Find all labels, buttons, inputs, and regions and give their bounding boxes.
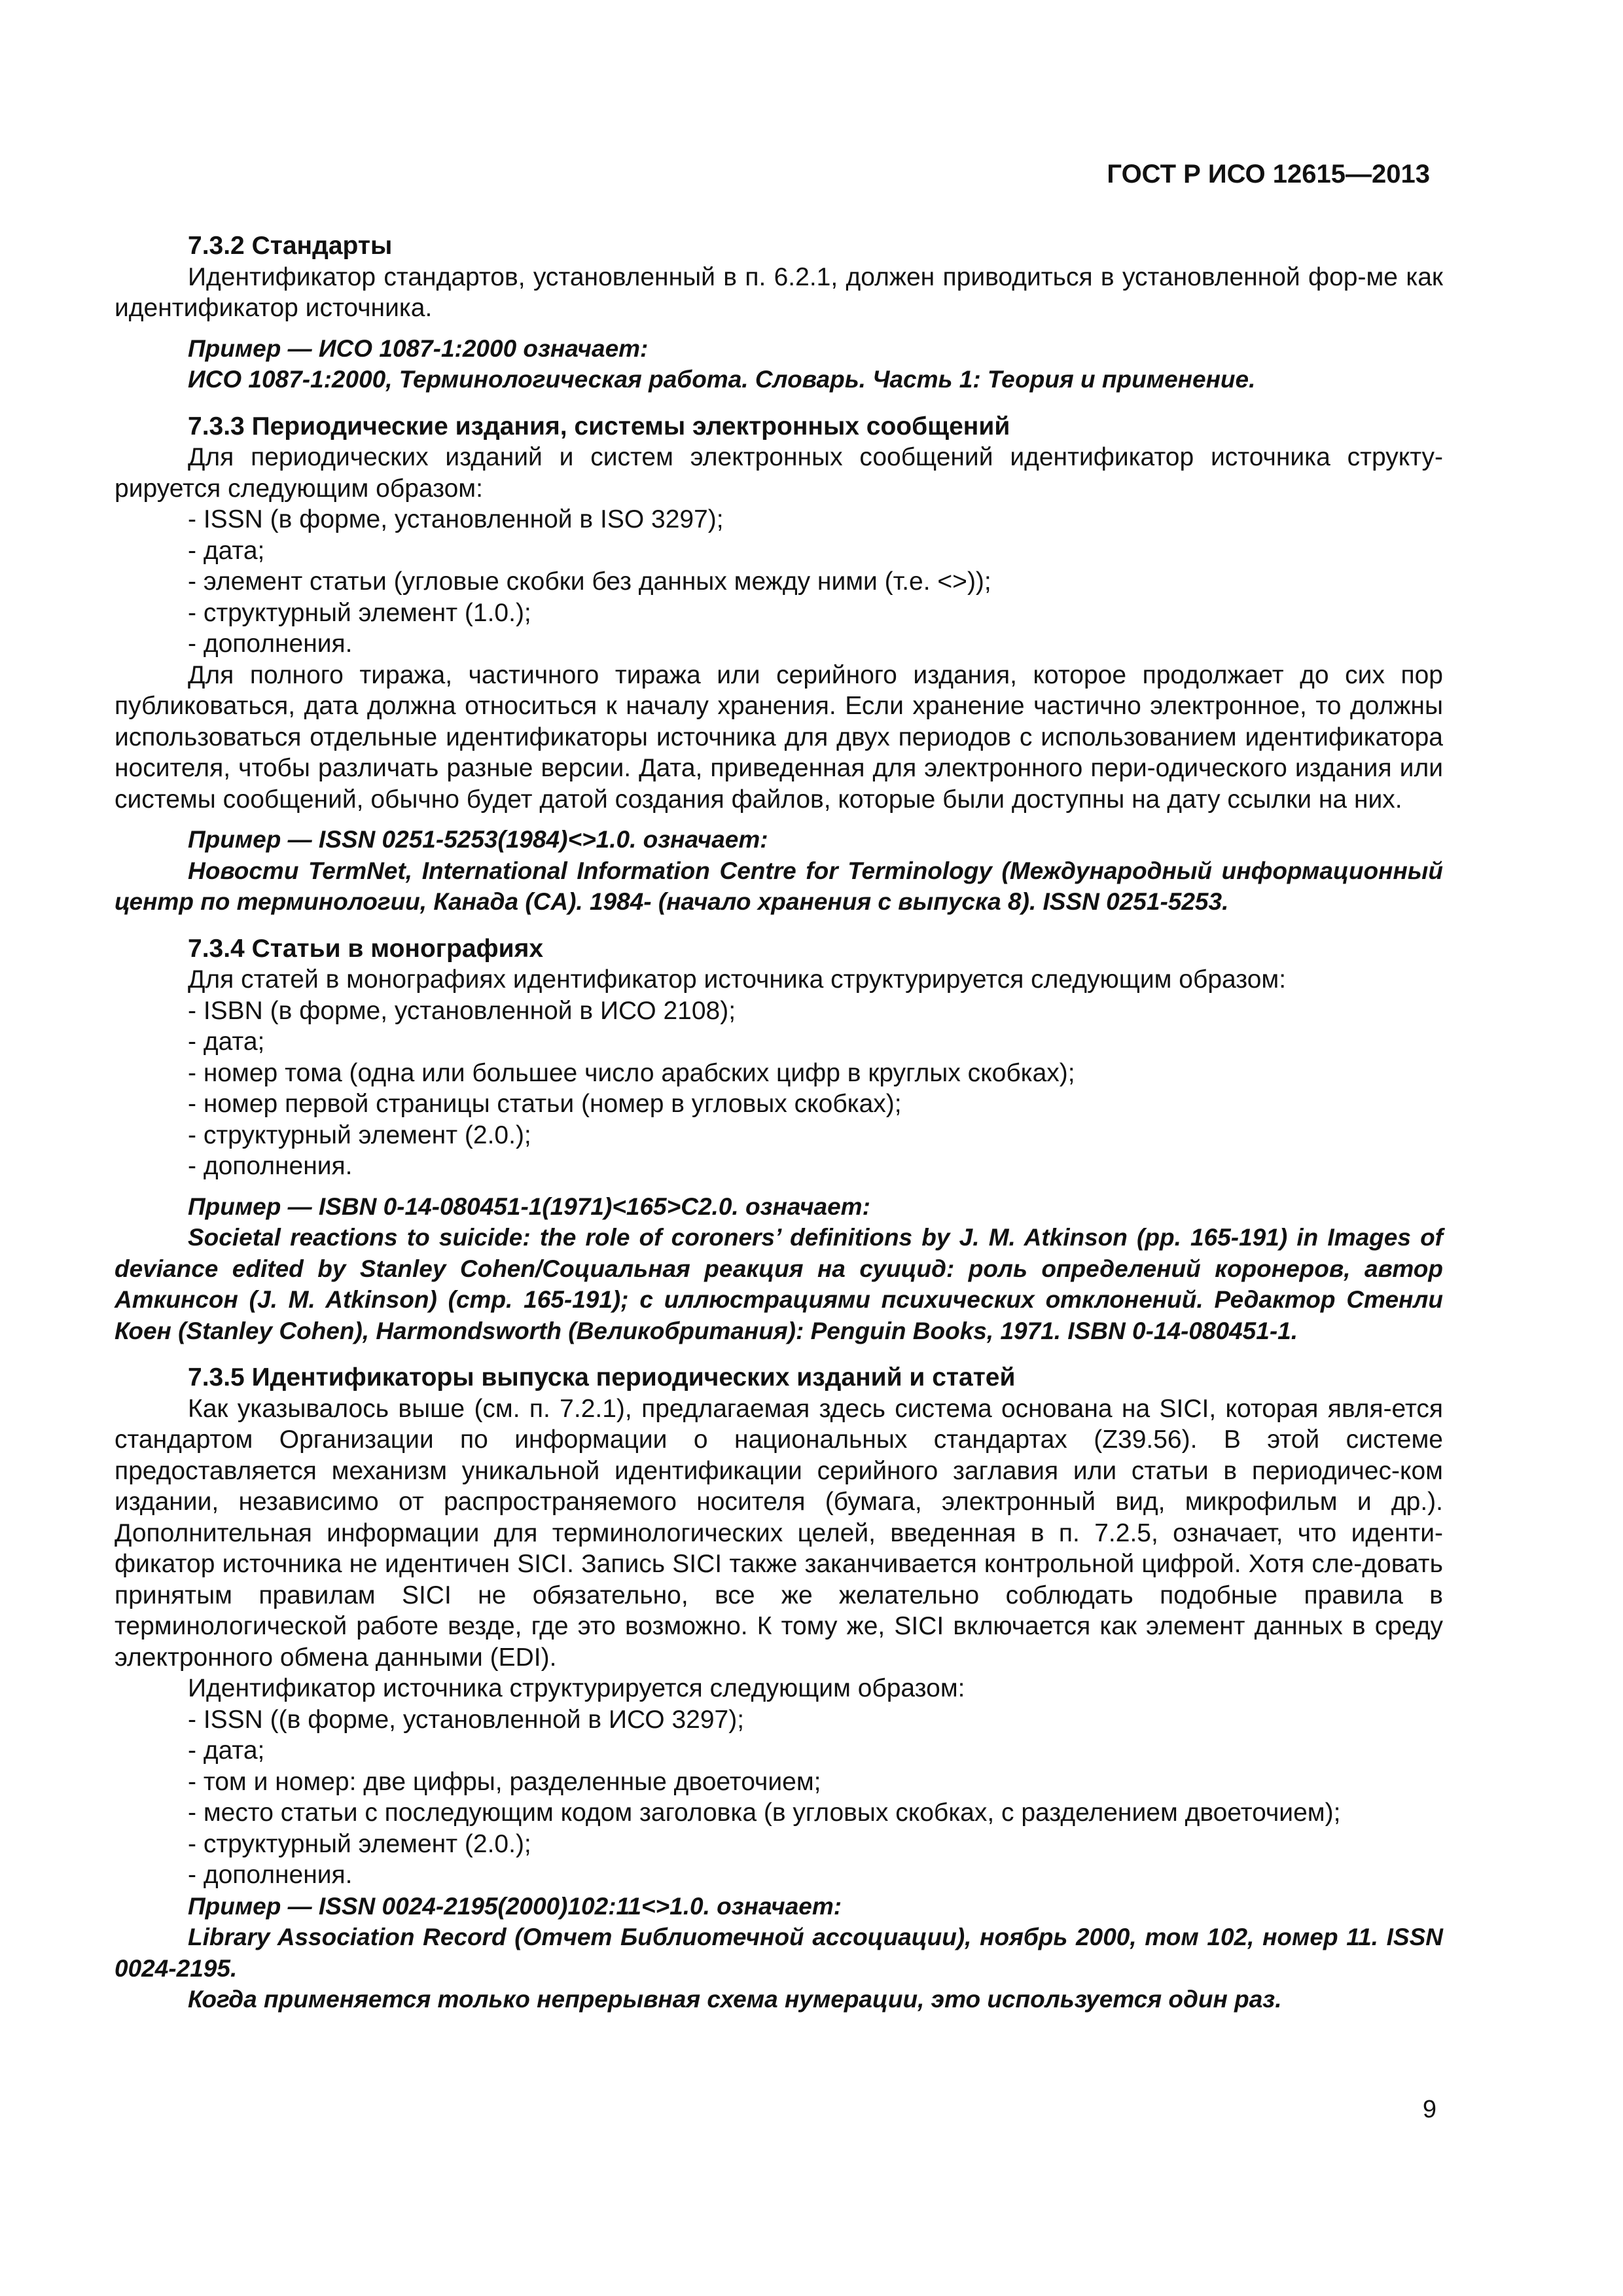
list-item: - структурный элемент (2.0.); <box>188 1121 531 1149</box>
list-item: - том и номер: две цифры, разделенные двоеточием; <box>188 1767 821 1796</box>
section-title-7-3-5: 7.3.5 Идентификаторы выпуска периодических изданий и статей <box>188 1363 1016 1391</box>
list-item: - структурный элемент (2.0.); <box>188 1829 531 1858</box>
list-item: - ISSN (в форме, установленной в ISO 3297); <box>188 505 724 533</box>
list-item: - структурный элемент (1.0.); <box>188 598 531 627</box>
example-note: Когда применяется только непрерывная схема нумерации, это используется один раз. <box>188 1986 1282 2013</box>
page-number: 9 <box>1422 2096 1436 2123</box>
paragraph: Для периодических изданий и систем электронных сообщений идентификатор источника структу-рируется следующим образом: <box>115 443 1443 503</box>
example-text: Новости TermNet, International Information Centre for Terminology (Международный информационный центр по терминологии, Канада (CA). 1984- (начало хранения с выпуска 8). ISSN 0251-5253. <box>115 857 1443 915</box>
list-item: - дополнения. <box>188 630 353 658</box>
list-item: - дата; <box>188 536 265 565</box>
example-intro: Пример — ISSN 0024-2195(2000)102:11<>1.0. означает: <box>188 1892 842 1920</box>
list-item: - дополнения. <box>188 1152 353 1180</box>
example-text: Societal reactions to suicide: the role of coroners’ definitions by J. M. Atkinson (pp. 165-191) in Images of deviance edited by Stanley Cohen/Социальная реакция на суицид: роль определений коронеров, автор Аткинсон (J. M. Atkinson) (стр. 165-191); с иллюстрациями психических отклонений. Редактор Стенли Коен (Stanley Cohen), Harmondsworth (Великобритания): Penguin Books, 1971. ISBN 0-14-080451-1. <box>115 1224 1443 1344</box>
example-text: ИСО 1087-1:2000, Терминологическая работа. Словарь. Часть 1: Теория и применение. <box>188 366 1256 393</box>
section-title-7-3-3: 7.3.3 Периодические издания, системы электронных сообщений <box>188 412 1010 440</box>
section-title-7-3-4: 7.3.4 Статьи в монографиях <box>188 934 544 963</box>
paragraph: Идентификатор стандартов, установленный в п. 6.2.1, должен приводиться в установленной фор-ме как идентификатор источника. <box>115 262 1443 322</box>
paragraph: Для полного тиража, частичного тиража или серийного издания, которое продолжает до сих пор публиковаться, дата должна относиться к началу хранения. Если хранение частично электронное, то должны использоваться отдельные идентификаторы источника для двух периодов с использованием идентификатора носителя, чтобы различать разные версии. Дата, приведенная для электронного пери-одического издания или системы сообщений, обычно будет датой создания файлов, которые были доступны на дату ссылки на них. <box>115 660 1443 814</box>
list-item: - место статьи с последующим кодом заголовка (в угловых скобках, с разделением двоеточием); <box>188 1799 1341 1827</box>
paragraph: Идентификатор источника структурируется следующим образом: <box>188 1674 965 1702</box>
list-item: - дополнения. <box>188 1861 353 1889</box>
list-item: - номер первой страницы статьи (номер в угловых скобках); <box>188 1090 902 1118</box>
list-item: - номер тома (одна или большее число арабских цифр в круглых скобках); <box>188 1058 1075 1087</box>
page-content <box>115 230 1443 2015</box>
list-item: - элемент статьи (угловые скобки без данных между ними (т.е. <>)); <box>188 567 991 596</box>
document-header: ГОСТ Р ИСО 12615—2013 <box>1107 160 1430 188</box>
example-intro: Пример — ИСО 1087-1:2000 означает: <box>188 334 649 362</box>
list-item: - дата; <box>188 1028 265 1056</box>
list-item: - ISBN (в форме, установленной в ИСО 2108); <box>188 996 736 1025</box>
list-item: - дата; <box>188 1736 265 1765</box>
example-intro: Пример — ISBN 0-14-080451-1(1971)<165>C2.0. означает: <box>188 1193 870 1220</box>
example-intro: Пример — ISSN 0251-5253(1984)<>1.0. означает: <box>188 826 768 853</box>
paragraph: Для статей в монографиях идентификатор источника структурируется следующим образом: <box>188 965 1287 994</box>
paragraph: Как указывалось выше (см. п. 7.2.1), предлагаемая здесь система основана на SICI, которая явля-ется стандартом Организации по информации о национальных стандартах (Z39.56). В этой системе предоставляется механизм уникальной идентификации серийного заглавия или статьи в периодичес-ком издании, независимо от распространяемого носителя (бумага, электронный вид, микрофильм и др.). Дополнительная информации для терминологических целей, введенная в п. 7.2.5, означает, что иденти-фикатор источника не идентичен SICI. Запись SICI также заканчивается контрольной цифрой. Хотя сле-довать принятым правилам SICI не обязательно, все же желательно соблюдать подобные правила в терминологической работе везде, где это возможно. К тому же, SICI включается как элемент данных в среду электронного обмена данными (EDI). <box>115 1394 1443 1672</box>
example-text: Library Association Record (Отчет Библиотечной ассоциации), ноябрь 2000, том 102, номер 11. ISSN 0024-2195. <box>115 1924 1443 1982</box>
section-title-7-3-2: 7.3.2 Стандарты <box>188 232 393 260</box>
list-item: - ISSN ((в форме, установленной в ИСО 3297); <box>188 1705 745 1734</box>
